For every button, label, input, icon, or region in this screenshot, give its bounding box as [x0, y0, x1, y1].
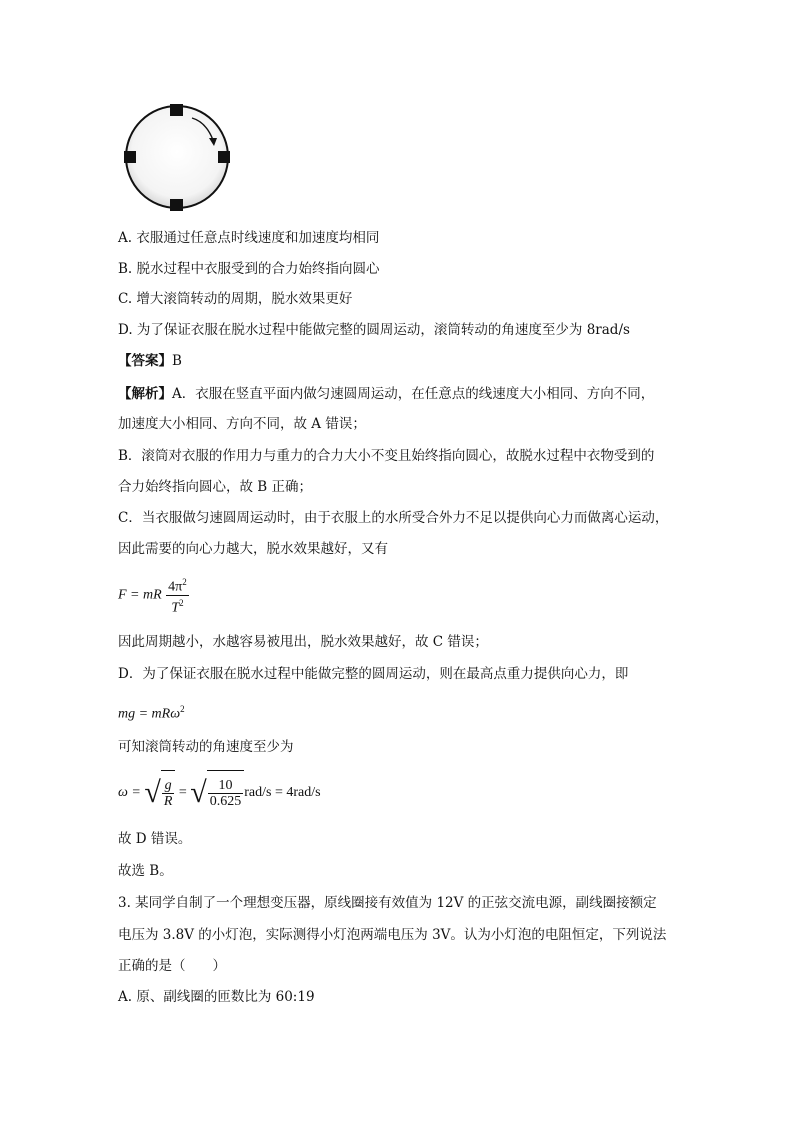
analysis-p3b: 因此需要的向心力越大，脱水效果越好，又有	[118, 541, 388, 557]
f3-R: R	[163, 794, 173, 810]
option-b: B. 脱水过程中衣服受到的合力始终指向圆心	[118, 261, 380, 277]
f3-10: 10	[208, 778, 244, 794]
sqrt-g-over-r: √ $\frac{g}{R}$	[144, 770, 175, 816]
sqrt-numeric: √ $\frac{10}{0.625}$	[190, 770, 244, 816]
option-d: D. 为了保证衣服在脱水过程中能做完整的圆周运动，滚筒转动的角速度至少为 8rad/s	[118, 322, 630, 338]
block-right	[218, 151, 230, 163]
analysis-p1b: 加速度大小相同、方向不同，故 A 错误；	[118, 416, 366, 432]
analysis-p2b: 合力始终指向圆心，故 B 正确；	[118, 479, 313, 495]
analysis-p6: 可知滚筒转动的角速度至少为	[118, 739, 294, 755]
f1-lhs: F = mR	[118, 587, 162, 603]
analysis-label: 【解析】	[118, 386, 172, 402]
drum-figure	[118, 100, 238, 215]
answer-value: B	[172, 353, 182, 369]
drum-circle	[126, 106, 228, 208]
f1-den: T	[171, 600, 180, 616]
q3-line-2: 电压为 3.8V 的小灯泡，实际测得小灯泡两端电压为 3V。认为小灯泡的电阻恒定，下列说法	[118, 927, 667, 943]
f3-g: g	[162, 778, 175, 794]
block-top	[170, 104, 183, 116]
analysis-p2a: B．滚筒对衣服的作用力与重力的合力大小不变且始终指向圆心，故脱水过程中衣物受到的	[118, 448, 655, 464]
f1-num: 4π	[168, 579, 183, 595]
formula-omega	[118, 770, 321, 816]
f3-unit: rad/s = 4rad/s	[244, 785, 321, 801]
analysis-p7: 故 D 错误。	[118, 831, 192, 847]
analysis-p1a: A．衣服在竖直平面内做匀速圆周运动，在任意点的线速度大小相同、方向不同，	[172, 386, 655, 402]
f1-fraction	[166, 575, 189, 615]
formula-gravity	[118, 700, 185, 724]
option-a: A. 衣服通过任意点时线速度和加速度均相同	[118, 230, 380, 246]
f3-0625: 0.625	[209, 794, 242, 810]
formula-centripetal	[118, 575, 190, 615]
f2-lhs: mg = mRω	[118, 706, 181, 722]
answer-label: 【答案】	[118, 353, 172, 369]
q3-option-a: A. 原、副线圈的匝数比为 60:19	[118, 989, 315, 1005]
f2-exp: 2	[180, 704, 185, 714]
answer-line	[118, 352, 182, 370]
analysis-line-1	[118, 385, 654, 403]
analysis-p3a: C．当衣服做匀速圆周运动时，由于衣服上的水所受合外力不足以提供向心力而做离心运动，	[118, 510, 669, 526]
option-c: C. 增大滚筒转动的周期，脱水效果更好	[118, 291, 353, 307]
f1-num-exp: 2	[182, 577, 187, 587]
analysis-p8: 故选 B。	[118, 863, 173, 879]
q3-line-3: 正确的是（ ）	[118, 958, 226, 974]
block-bottom	[170, 199, 183, 211]
q3-line-1: 3. 某同学自制了一个理想变压器，原线圈接有效值为 12V 的正弦交流电源，副线圈接额定	[118, 895, 657, 911]
f1-den-exp: 2	[179, 597, 184, 608]
analysis-p4: 因此周期越小，水越容易被甩出，脱水效果越好，故 C 错误；	[118, 634, 488, 650]
f3-omega: ω =	[118, 785, 141, 801]
f3-eq: =	[178, 785, 187, 801]
analysis-p5: D．为了保证衣服在脱水过程中能做完整的圆周运动，则在最高点重力提供向心力，即	[118, 666, 629, 682]
block-left	[124, 151, 136, 163]
